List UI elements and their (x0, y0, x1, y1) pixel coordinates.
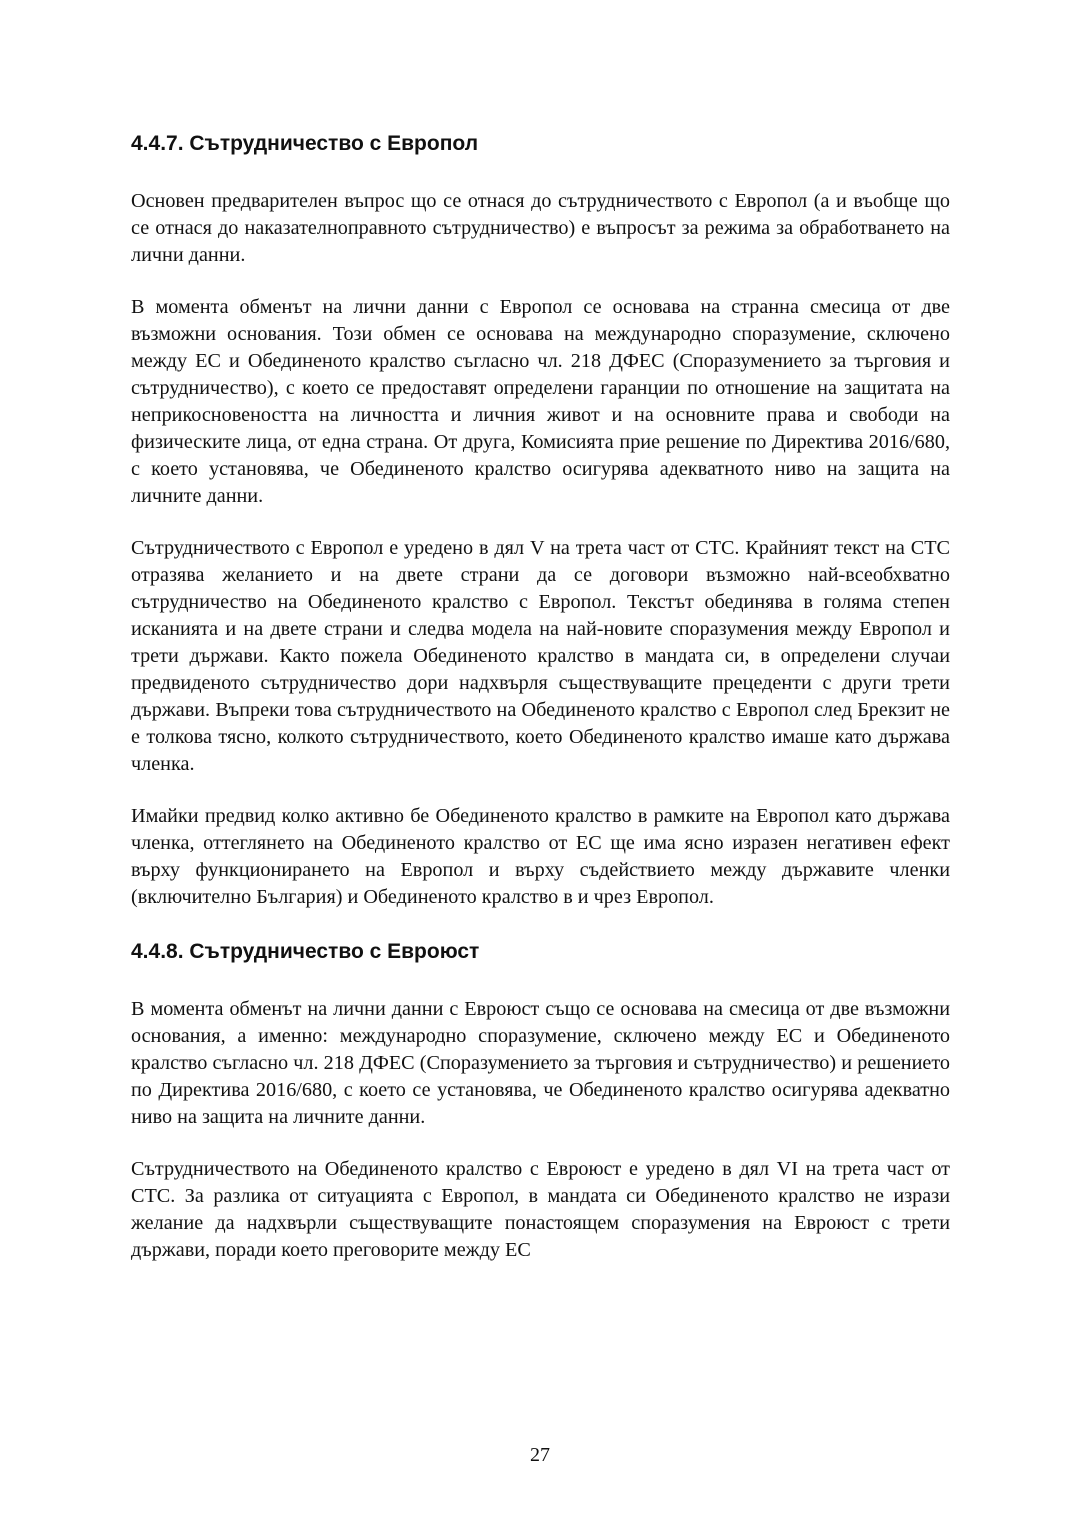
paragraph: Имайки предвид колко активно бе Обединеното кралство в рамките на Европол като държава членка, оттеглянето на Обединеното кралство от ЕС ще има ясно изразен негативен ефект върху функционирането на Европол и върху съдействието между държавите членки (включително България) и Обединеното кралство в и чрез Европол. (131, 805, 950, 908)
paragraph: В момента обменът на лични данни с Евроюст също се основава на смесица от две възможни основания, а именно: международно споразумение, сключено между ЕС и Обединеното кралство съгласно чл. 218 ДФЕС (Споразумението за търговия и сътрудничество) и решението по Директива 2016/680, с което се установява, че Обединеното кралство осигурява адекватно ниво на защита на личните данни. (131, 998, 950, 1128)
section-heading-europol: 4.4.7. Сътрудничество с Европол (131, 132, 479, 155)
paragraph: Основен предварителен въпрос що се отнася до сътрудничеството с Европол (а и въобще що се отнася до наказателноправното сътрудничество) е въпросът за режима за обработването на лични данни. (131, 190, 950, 266)
paragraph: В момента обменът на лични данни с Европол се основава на странна смесица от две възможни основания. Този обмен се основава на международно споразумение, сключено между ЕС и Обединеното кралство съгласно чл. 218 ДФЕС (Споразумението за търговия и сътрудничество), с което се предоставят определени гаранции по отношение на защитата на неприкосновеността на личността и личния живот и на основните права и свободи на физическите лица, от една страна. От друга, Комисията прие решение по Директива 2016/680, с което установява, че Обединеното кралство осигурява адекватното ниво на защита на личните данни. (131, 296, 950, 507)
document-page (131, 128, 950, 1289)
page-number: 27 (530, 1444, 550, 1466)
paragraph: Сътрудничеството с Европол е уредено в дял V на трета част от СТС. Крайният текст на СТС отразява желанието и на двете страни да се договори възможно най-всеобхватно сътрудничество на Обединеното кралство с Европол. Текстът обединява в голяма степен исканията и на двете страни и следва модела на най-новите споразумения между Европол и трети държави. Както пожела Обединеното кралство в мандата си, в определени случаи предвиденото сътрудничество дори надхвърля съществуващите прецеденти с други трети държави. Въпреки това сътрудничеството на Обединеното кралство с Европол след Брекзит не е толкова тясно, колкото сътрудничеството, което Обединеното кралство имаше като държава членка. (131, 537, 950, 775)
section-heading-eurojust: 4.4.8. Сътрудничество с Евроюст (131, 940, 480, 963)
paragraph: Сътрудничеството на Обединеното кралство с Евроюст е уредено в дял VI на трета част от СТС. За разлика от ситуацията с Европол, в мандата си Обединеното кралство не изрази желание да надхвърли съществуващите понастоящем споразумения на Евроюст с трети държави, поради което преговорите между ЕС (131, 1158, 950, 1261)
